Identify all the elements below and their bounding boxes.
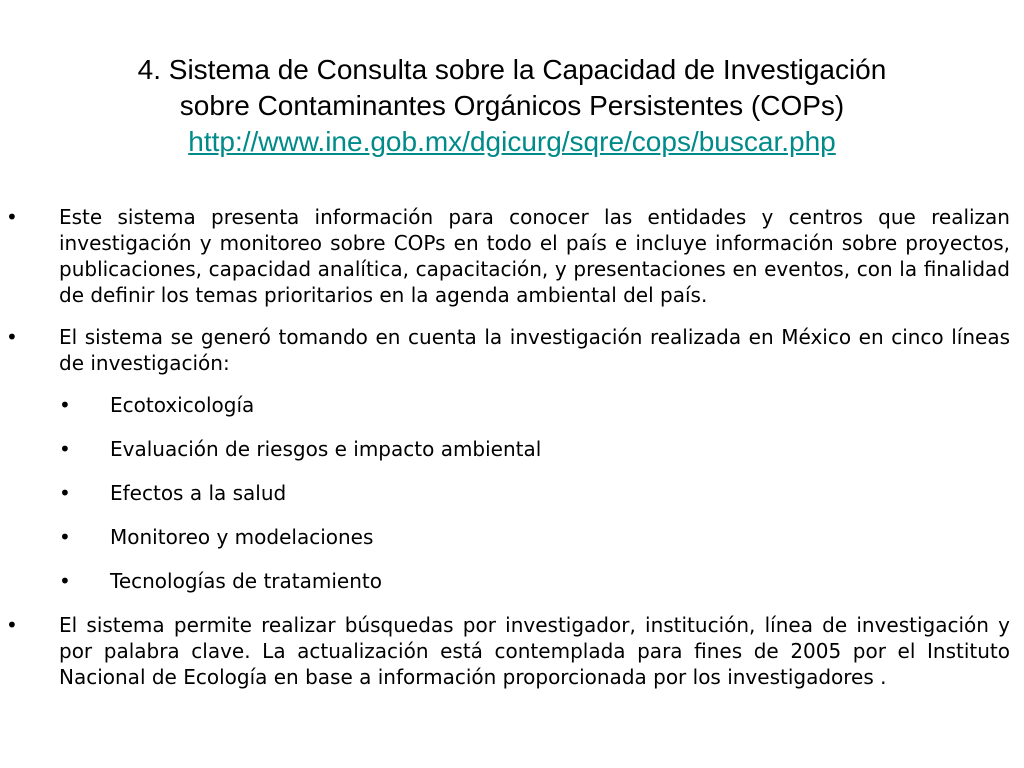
research-lines-list [0,392,1024,594]
research-line-label: Ecotoxicología [110,393,255,417]
sub-bullet-dot-icon: • [59,393,71,417]
bullet-item-1 [0,204,1024,308]
bullet-dot-icon: • [6,205,18,229]
bullet-text-1: Este sistema presenta información para conocer las entidades y centros que realizan investigación y monitoreo sobre COPs en todo el país e incluye información sobre proyectos, publicaciones, capacidad analítica, capacitación, y presentaciones en eventos, con la finalidad de definir los temas prioritarios en la agenda ambiental del país. [59,205,1010,307]
research-line-item [0,436,1024,462]
system-url-link[interactable]: http://www.ine.gob.mx/dgicurg/sqre/cops/buscar.php [188,126,836,157]
title-line-2: sobre Contaminantes Orgánicos Persistentes (COPs) [179,90,845,121]
research-line-item [0,568,1024,594]
research-line-item [0,392,1024,418]
bullet-item-3 [0,612,1024,690]
research-line-label: Tecnologías de tratamiento [110,569,382,593]
sub-bullet-dot-icon: • [59,481,71,505]
research-line-label: Efectos a la salud [110,481,287,505]
research-line-label: Monitoreo y modelaciones [110,525,374,549]
bullet-item-2 [0,324,1024,376]
research-line-item [0,480,1024,506]
research-line-item [0,524,1024,550]
bullet-dot-icon: • [6,613,18,637]
sub-bullet-dot-icon: • [59,525,71,549]
bullet-text-3: El sistema permite realizar búsquedas por investigador, institución, línea de investigación y por palabra clave. La actualización está contemplada para fines de 2005 por el Instituto Nacional de Ecología en base a información proporcionada por los investigadores . [59,613,1010,689]
slide-title [20,52,1004,160]
bullet-text-2: El sistema se generó tomando en cuenta la investigación realizada en México en cinco líneas de investigación: [59,325,1010,375]
title-line-1: 4. Sistema de Consulta sobre la Capacidad de Investigación [137,54,887,85]
research-line-label: Evaluación de riesgos e impacto ambiental [110,437,542,461]
slide-body [0,204,1024,690]
bullet-dot-icon: • [6,325,18,349]
sub-bullet-dot-icon: • [59,437,71,461]
sub-bullet-dot-icon: • [59,569,71,593]
